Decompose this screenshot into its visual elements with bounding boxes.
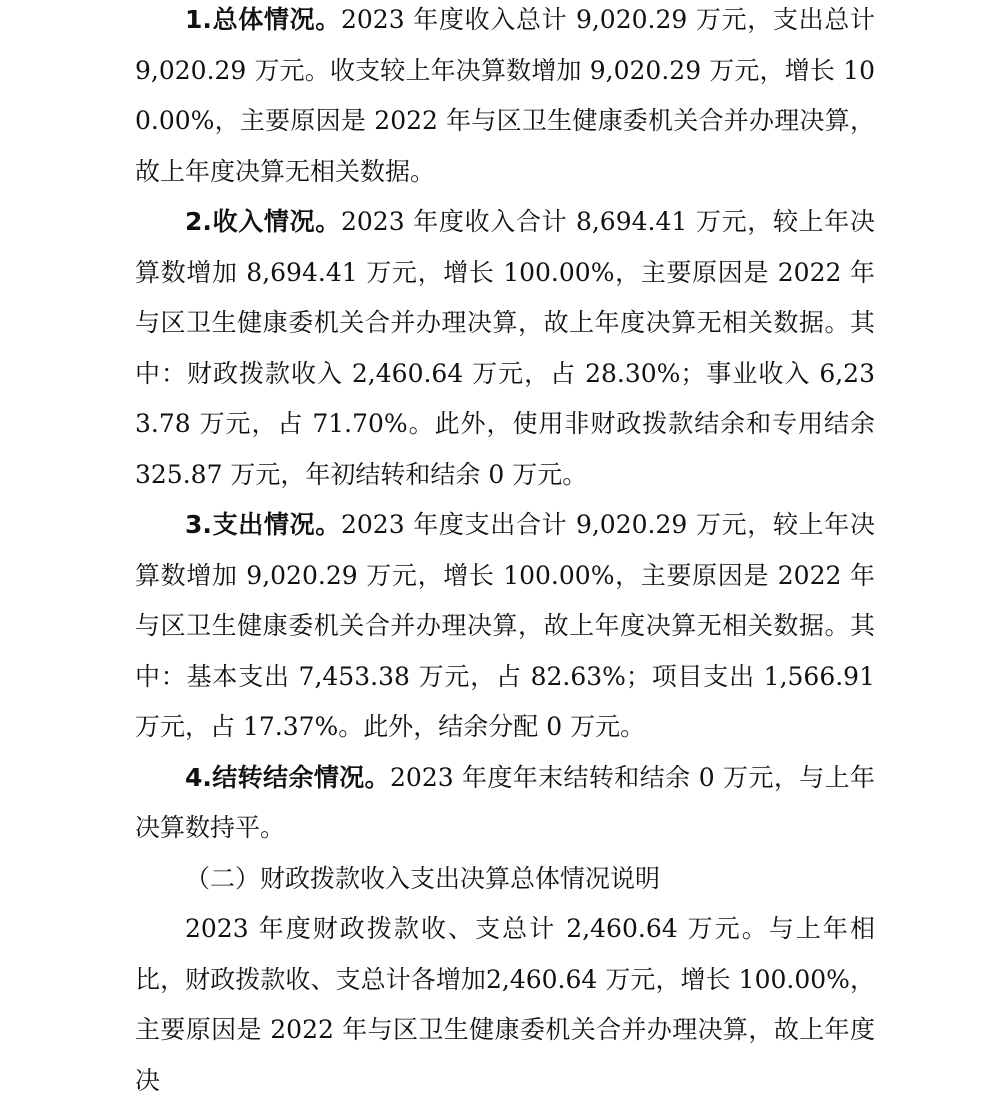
paragraph-expenditure	[135, 500, 875, 753]
heading-expenditure: 3.支出情况。	[185, 510, 341, 539]
paragraph-carryover	[135, 753, 875, 854]
text-overall: 2023 年度收入总计 9,020.29 万元，支出总计 9,020.29 万元。收支较上年决算数增加 9,020.29 万元，增长 100.00%，主要原因是 2022 年与区卫生健康委机关合并办理决算，故上年度决算无相关数据。	[135, 5, 875, 186]
heading-carryover: 4.结转结余情况。	[185, 762, 391, 792]
paragraph-fiscal-summary: 2023 年度财政拨款收、支总计 2,460.64 万元。与上年相比，财政拨款收、支总计各增加2,460.64 万元，增长 100.00%，主要原因是 2022 年与区卫生健康委机关合并办理决算，故上年度决	[135, 914, 875, 1095]
document-page	[135, 0, 875, 1106]
heading-income: 2.收入情况。	[185, 207, 341, 236]
heading-overall: 1.总体情况。	[185, 5, 341, 34]
text-carryover: 2023 年度年末结转和结余 0 万元，与上年决算数持平。	[135, 762, 875, 842]
paragraph-income	[135, 197, 875, 500]
text-income: 2023 年度收入合计 8,694.41 万元，较上年决算数增加 8,694.41 万元，增长 100.00%，主要原因是 2022 年与区卫生健康委机关合并办理决算，故上年度决算无相关数据。其中：财政拨款收入 2,460.64 万元，占 28.30%；事业收入 6,233.78 万元，占 71.70%。此外，使用非财政拨款结余和专用结余 325.87 万元，年初结转和结余 0 万元。	[135, 207, 875, 489]
text-expenditure: 2023 年度支出合计 9,020.29 万元，较上年决算数增加 9,020.29 万元，增长 100.00%，主要原因是 2022 年与区卫生健康委机关合并办理决算，故上年度决算无相关数据。其中：基本支出 7,453.38 万元，占 82.63%；项目支出 1,566.91 万元，占 17.37%。此外，结余分配 0 万元。	[135, 510, 875, 741]
section-heading-fiscal: （二）财政拨款收入支出决算总体情况说明	[185, 863, 661, 893]
paragraph-overall	[135, 0, 875, 197]
